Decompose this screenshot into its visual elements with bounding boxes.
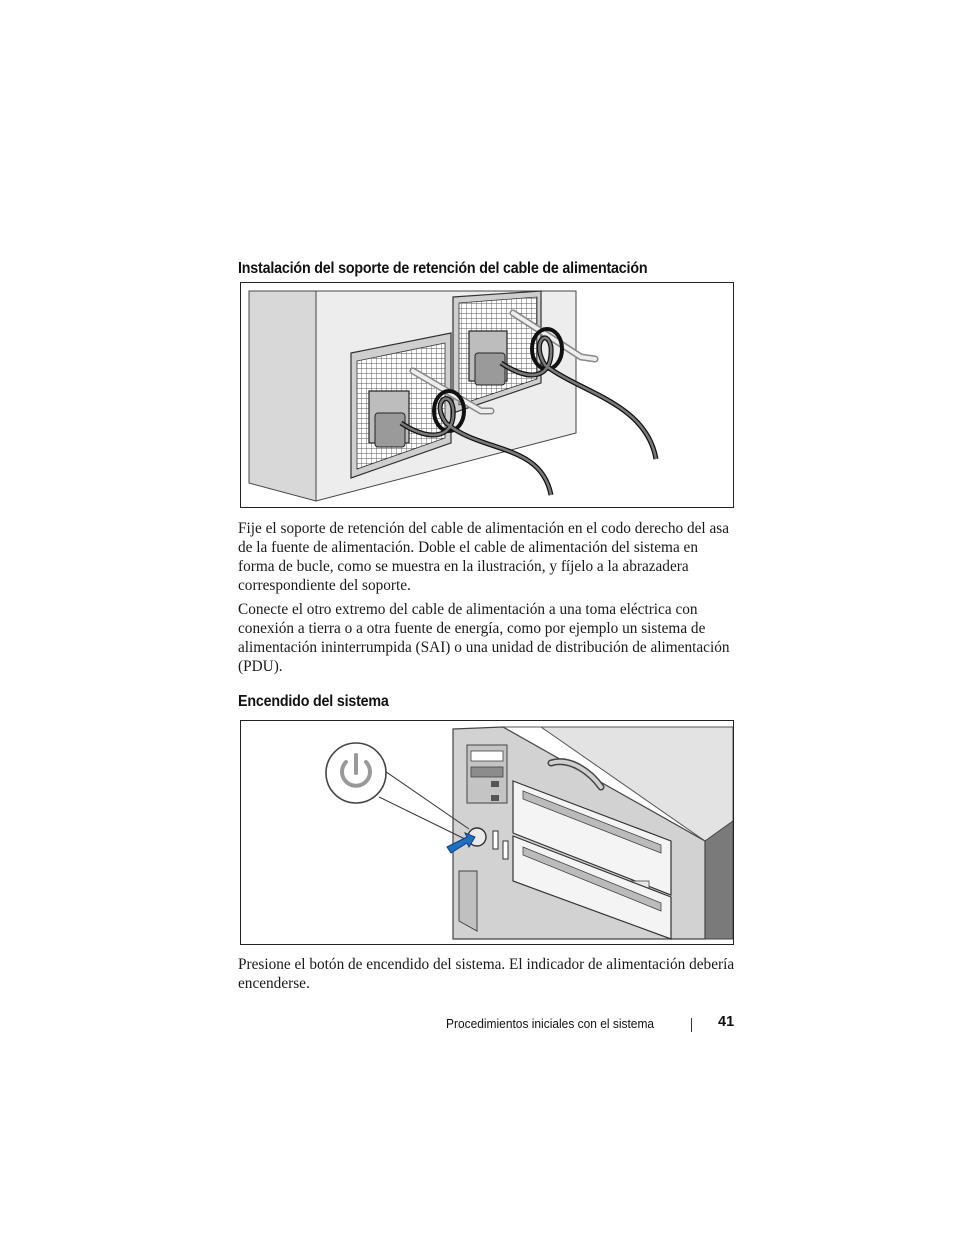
illustration-power-cable-retention bbox=[240, 282, 734, 508]
section-heading-power-cable-retention: Instalación del soporte de retención del cable de alimentación bbox=[238, 260, 648, 277]
power-icon bbox=[326, 743, 386, 803]
paragraph-cable-loop-instructions: Fije el soporte de retención del cable de alimentación en el codo derecho del asa de la fuente de alimentación. Doble el cable de alimentación del sistema en forma de bucle, como se muestra en la ilustración, y fíjelo a la abrazadera correspondiente del soporte. bbox=[238, 520, 729, 594]
paragraph-press-power-button: Presione el botón de encendido del sistema. El indicador de alimentación debería encenderse. bbox=[238, 956, 735, 992]
illustration-power-on-system bbox=[240, 720, 734, 945]
footer-page-number: 41 bbox=[718, 1014, 735, 1030]
section-heading-power-on: Encendido del sistema bbox=[238, 693, 389, 710]
paragraph-connect-outlet: Conecte el otro extremo del cable de alimentación a una toma eléctrica con conexión a tierra o a otra fuente de energía, como por ejemplo un sistema de alimentación ininterrumpida (SAI) o una unidad de distribución de alimentación (PDU). bbox=[238, 601, 730, 675]
footer-separator bbox=[691, 1018, 692, 1032]
footer-chapter-title: Procedimientos iniciales con el sistema bbox=[446, 1016, 655, 1031]
